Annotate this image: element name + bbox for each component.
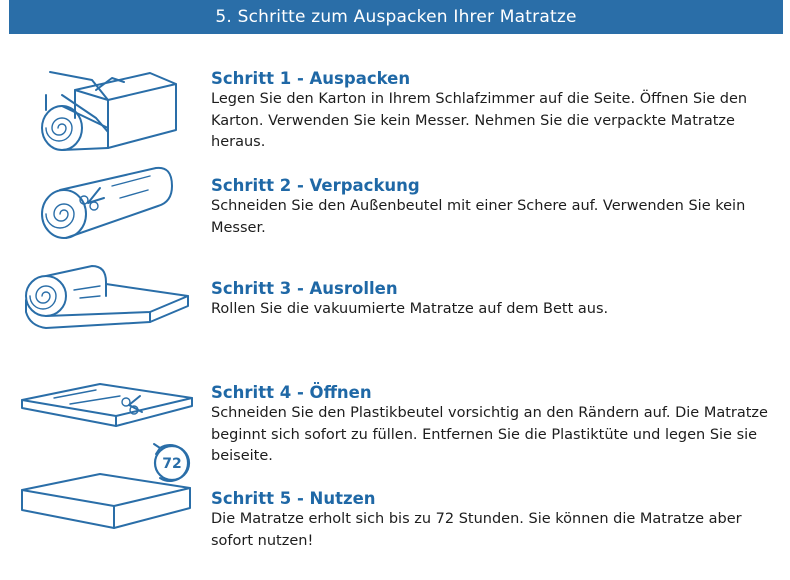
- step-title: Schritt 3 - Ausrollen: [211, 279, 398, 298]
- step-title: Schritt 1 - Auspacken: [211, 69, 411, 88]
- illustrations: [0, 0, 210, 580]
- step-text: Die Matratze erholt sich bis zu 72 Stunden. Sie können die Matratze aber sofort nutzen!: [211, 511, 742, 549]
- page-title: 5. Schritte zum Auspacken Ihrer Matratze: [215, 7, 577, 27]
- step-2: [211, 175, 776, 239]
- timer-72-icon: [154, 444, 189, 481]
- unrolling-mattress-icon: [26, 266, 188, 328]
- step-title: Schritt 2 - Verpackung: [211, 176, 420, 195]
- step-text: Schneiden Sie den Außenbeutel mit einer Schere auf. Verwenden Sie kein Messer.: [211, 198, 746, 236]
- step-1: [211, 68, 776, 154]
- step-text: Schneiden Sie den Plastikbeutel vorsichtig an den Rändern auf. Die Matratze beginnt sich sofort zu füllen. Entfernen Sie die Plastiktüte und legen Sie sie beiseite.: [211, 405, 768, 464]
- step-text: Legen Sie den Karton in Ihrem Schlafzimmer auf die Seite. Öffnen Sie den Karton. Verwenden Sie kein Messer. Nehmen Sie die verpackte Matratze heraus.: [211, 91, 748, 150]
- step-text: Rollen Sie die vakuumierte Matratze auf dem Bett aus.: [211, 301, 609, 317]
- step-title: Schritt 5 - Nutzen: [211, 489, 376, 508]
- flat-mattress-scissors-icon: [22, 384, 192, 426]
- timer-badge-label: 72: [162, 456, 182, 472]
- box-with-rolled-mattress-icon: [42, 72, 176, 150]
- step-title: Schritt 4 - Öffnen: [211, 383, 372, 402]
- step-3: [211, 278, 776, 321]
- expanded-mattress-icon: [22, 474, 190, 528]
- step-4: [211, 382, 776, 468]
- step-5: [211, 488, 776, 552]
- rolled-mattress-scissors-icon: [42, 168, 172, 238]
